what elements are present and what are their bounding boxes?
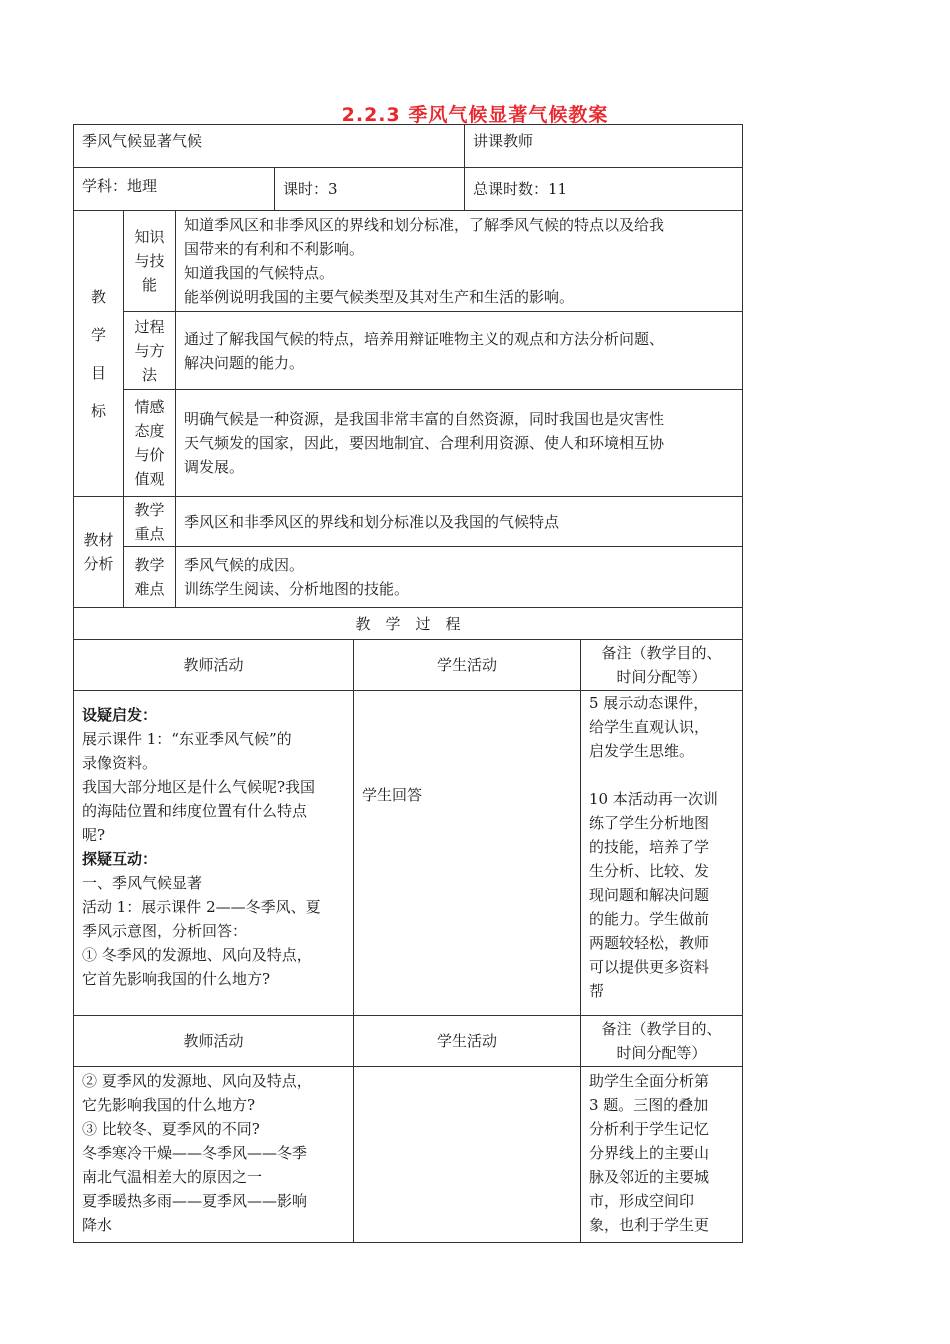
period: 课时：3 (275, 168, 465, 211)
col-teacher-activity-repeat: 教师活动 (74, 1016, 354, 1067)
col-teacher-activity: 教师活动 (74, 640, 354, 691)
emotion-values-label: 情感 态度 与价 值观 (124, 390, 176, 497)
process-table (73, 607, 743, 1243)
page-title: 2.2.3 季风气候显著气候教案 (341, 104, 609, 126)
process-heading: 教 学 过 程 (74, 608, 743, 640)
knowledge-skills-label: 知识 与技 能 (124, 211, 176, 312)
text-line: 它首先影响我国的什么地方? (82, 970, 271, 988)
objectives-char: 教 (90, 287, 106, 306)
col-notes-repeat: 备注（教学目的、 时间分配等） (581, 1016, 743, 1067)
emotion-values-text: 明确气候是一种资源，是我国非常丰富的自然资源，同时我国也是灾害性 天气频发的国家，因此，要因地制宜、合理利用资源、使人和环境相互协 调发展。 (176, 390, 743, 497)
text-line: 我国大部分地区是什么气候呢?我国 (82, 778, 316, 796)
teacher-label: 讲课教师 (465, 125, 743, 168)
key-points-text: 季风区和非季风区的界线和划分标准以及我国的气候特点 (176, 497, 743, 547)
objectives-char: 标 (90, 401, 106, 420)
text-line: ① 冬季风的发源地、风向及特点， (82, 946, 312, 964)
block2-student-activity (354, 1067, 581, 1243)
col-notes: 备注（教学目的、 时间分配等） (581, 640, 743, 691)
analysis-group-label: 教材 分析 (74, 497, 124, 608)
block1-teacher-activity (74, 691, 354, 1016)
text-line: 展示课件 1：“东亚季风气候”的 (82, 730, 292, 748)
text-line: 的海陆位置和纬度位置有什么特点 (82, 802, 308, 820)
objectives-char: 学 (90, 325, 106, 344)
knowledge-skills-text: 知道季风区和非季风区的界线和划分标准，了解季风气候的特点以及给我 国带来的有利和不利影响。 知道我国的气候特点。 能举例说明我国的主要气候类型及其对生产和生活的影响。 (176, 211, 743, 312)
process-method-text: 通过了解我国气候的特点，培养用辩证唯物主义的观点和方法分析问题、 解决问题的能力。 (176, 312, 743, 390)
text-line: 季风示意图，分析回答： (82, 922, 248, 940)
difficulty-label: 教学 难点 (124, 547, 176, 608)
process-method-label: 过程 与方 法 (124, 312, 176, 390)
block1-student-activity: 学生回答 (354, 691, 581, 1016)
text-line: 设疑启发： (82, 706, 158, 724)
key-points-label: 教学 重点 (124, 497, 176, 547)
objectives-table (73, 210, 743, 608)
header-table (73, 124, 743, 211)
block1-notes: 5 展示动态课件， 给学生直观认识， 启发学生思维。 10 本活动再一次训 练了学生分析地图 的技能，培养了学 生分析、比较、发 现问题和解决问题 的能力。学生做前 两题较轻松，教师 可以提供更多资料 帮 (581, 691, 743, 1016)
text-line: 一、季风气候显著 (82, 874, 203, 892)
objectives-group-label (74, 211, 124, 497)
text-line: 呢? (82, 826, 106, 844)
subject: 学科：地理 (74, 168, 275, 211)
text-line: 活动 1：展示课件 2——冬季风、夏 (82, 898, 321, 916)
block2-notes: 助学生全面分析第 3 题。三图的叠加 分析利于学生记忆 分界线上的主要山 脉及邻近的主要城 市，形成空间印 象，也利于学生更 (581, 1067, 743, 1243)
course-name: 季风气候显著气候 (74, 125, 465, 168)
text-line: 探疑互动： (82, 850, 158, 868)
difficulty-text: 季风气候的成因。 训练学生阅读、分析地图的技能。 (176, 547, 743, 608)
col-student-activity: 学生活动 (354, 640, 581, 691)
objectives-char: 目 (90, 363, 106, 382)
total-periods: 总课时数：11 (465, 168, 743, 211)
block2-teacher-activity: ② 夏季风的发源地、风向及特点， 它先影响我国的什么地方? ③ 比较冬、夏季风的不同? 冬季寒冷干燥——冬季风——冬季 南北气温相差大的原因之一 夏季暖热多雨——夏季风——影响 降水 (74, 1067, 354, 1243)
col-student-activity-repeat: 学生活动 (354, 1016, 581, 1067)
text-line: 录像资料。 (82, 754, 158, 772)
